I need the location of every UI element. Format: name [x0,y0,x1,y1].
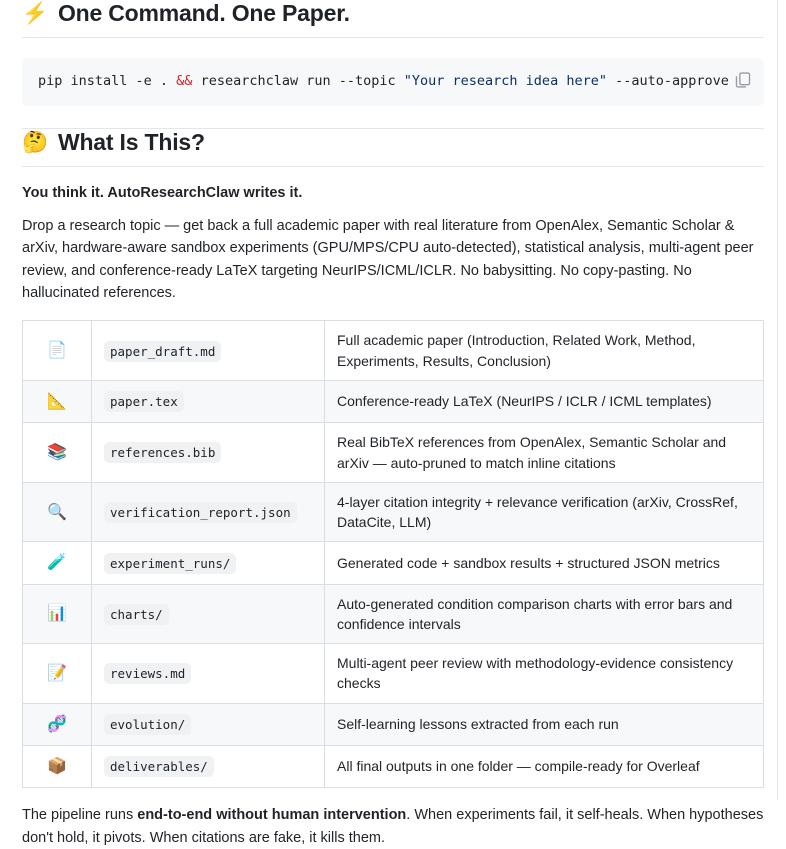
heading-divider [22,37,764,38]
file-description: Multi-agent peer review with methodology-evidence consistency checks [325,644,764,704]
closing-emphasis: end-to-end without human intervention [137,807,407,824]
closing-paragraph [22,804,764,849]
file-name: charts/ [104,604,169,625]
closing-post-text: . When experiments fail, it self-heals. When hypotheses don't hold, it pivots. When citations are fake, it kills them. [22,807,764,846]
file-name: references.bib [104,442,221,463]
books-icon: 📚 [23,423,92,483]
code-token-auto-approve-flag: --auto-approve [606,73,729,89]
document-icon: 📄 [23,321,92,381]
description-paragraph: Drop a research topic — get back a full academic paper with real literature from OpenAlex, Semantic Scholar & arXiv, hardware-aware sandbox experiments (GPU/MPS/CPU auto-detected), statistical analysis, multi-agent peer review, and conference-ready LaTeX targeting NeurIPS/ICML/ICLR. No babysitting. No copy-pasting. No hallucinated references. [22,217,754,301]
file-description: Full academic paper (Introduction, Related Work, Method, Experiments, Results, Conclusion) [325,321,764,381]
table-row [23,482,764,542]
file-name: verification_report.json [104,502,297,523]
bar-chart-icon: 📊 [23,584,92,644]
memo-icon: 📝 [23,644,92,704]
heading-divider [22,166,764,167]
file-name-cell [92,584,325,644]
file-description: Conference-ready LaTeX (NeurIPS / ICLR / ICML templates) [325,381,764,423]
closing-pre-text: The pipeline runs [22,807,138,824]
code-token-topic-string: "Your research idea here" [403,73,607,89]
file-name: deliverables/ [104,756,214,777]
dna-icon: 🧬 [23,703,92,745]
file-name-cell [92,423,325,483]
test-tube-icon: 🧪 [23,542,92,584]
table-row [23,703,764,745]
thinking-face-icon: 🤔 [22,130,48,154]
table-row [23,321,764,381]
table-row [23,381,764,423]
file-description: Auto-generated condition comparison charts with error bars and confidence intervals [325,584,764,644]
file-name-cell [92,745,325,787]
code-token-and-operator: && [176,73,193,89]
file-description: Generated code + sandbox results + structured JSON metrics [325,542,764,584]
section-heading-one-command [22,0,764,37]
table-row [23,745,764,787]
section-heading-text: What Is This? [57,128,205,155]
file-name: evolution/ [104,714,191,735]
file-name-cell [92,381,325,423]
code-token-run-command: researchclaw run --topic [192,73,404,89]
table-row [23,584,764,644]
file-description: Real BibTeX references from OpenAlex, Semantic Scholar and arXiv — auto-pruned to match inline citations [325,423,764,483]
triangle-ruler-icon: 📐 [23,381,92,423]
code-token-install: pip install -e . [38,73,177,89]
file-name: reviews.md [104,663,191,684]
lead-paragraph: You think it. AutoResearchClaw writes it. [22,184,303,201]
lightning-bolt-icon: ⚡ [22,2,48,25]
page-right-border [777,0,786,800]
file-name-cell [92,482,325,542]
file-description: Self-learning lessons extracted from each run [325,703,764,745]
magnifier-icon: 🔍 [23,482,92,542]
copy-icon[interactable] [734,71,752,89]
file-name-cell [92,644,325,704]
file-description: All final outputs in one folder — compile-ready for Overleaf [325,745,764,787]
file-name: paper.tex [104,391,184,412]
package-icon: 📦 [23,745,92,787]
file-name: paper_draft.md [104,341,221,362]
install-command-codeblock[interactable] [22,58,764,106]
file-name-cell [92,703,325,745]
table-row [23,542,764,584]
file-name: experiment_runs/ [104,553,236,574]
section-heading-what-is-this [22,129,764,166]
table-body [23,321,764,788]
table-row [23,644,764,704]
file-name-cell [92,321,325,381]
table-row [23,423,764,483]
section-heading-text: One Command. One Paper. [57,0,350,26]
file-description: 4-layer citation integrity + relevance verification (arXiv, CrossRef, DataCite, LLM) [325,482,764,542]
output-files-table [22,320,764,788]
file-name-cell [92,542,325,584]
